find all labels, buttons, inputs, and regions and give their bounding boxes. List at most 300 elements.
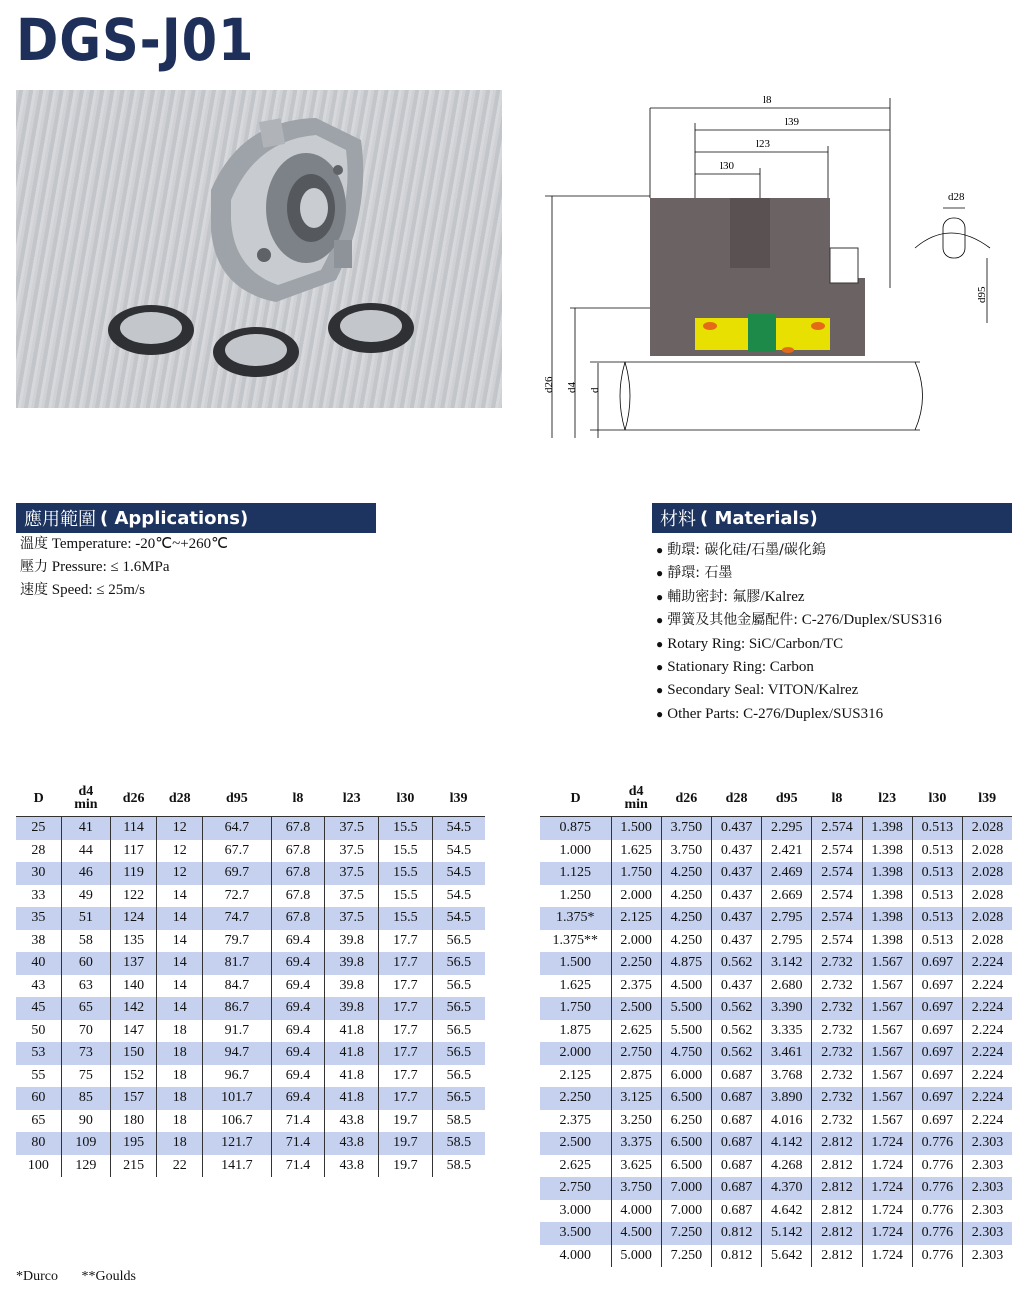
table-cell: 124	[110, 907, 156, 930]
table-cell: 37.5	[325, 907, 379, 930]
table-cell: 0.697	[912, 1042, 962, 1065]
table-row	[16, 1087, 485, 1110]
table-cell: 2.224	[962, 1020, 1012, 1043]
table-cell: 2.732	[812, 1087, 862, 1110]
table-cell: 1.875	[559, 1022, 592, 1038]
table-cell: 2.250	[611, 952, 661, 975]
label-l8: l8	[763, 94, 772, 106]
material-value: C-276/Duplex/SUS316	[797, 612, 942, 629]
table-cell: 69.4	[271, 952, 325, 975]
table-cell: 71.4	[271, 1132, 325, 1155]
column-header	[203, 780, 271, 817]
column-header	[611, 780, 661, 817]
table-cell: 2.732	[812, 1020, 862, 1043]
column-header	[962, 780, 1012, 817]
table-cell: 2.732	[812, 1042, 862, 1065]
table-cell: 0.562	[711, 1042, 761, 1065]
table-cell: 72.7	[203, 885, 271, 908]
table-cell: 0.687	[711, 1155, 761, 1178]
table-cell: 1.724	[862, 1177, 912, 1200]
table-cell: 4.500	[611, 1222, 661, 1245]
application-line	[20, 533, 228, 556]
material-line	[656, 539, 942, 562]
table-cell: 65	[31, 1112, 46, 1128]
table-cell: 39.8	[325, 975, 379, 998]
column-header-label: l39	[449, 790, 468, 806]
table-cell: 2.669	[762, 885, 812, 908]
table-cell: 1.398	[862, 862, 912, 885]
table-cell: 1.500	[611, 817, 661, 840]
table-cell: 147	[110, 1020, 156, 1043]
column-header	[61, 780, 110, 817]
table-cell: 100	[27, 1157, 49, 1173]
table-cell: 2.812	[812, 1155, 862, 1178]
column-header	[711, 780, 761, 817]
table-cell: 0.687	[711, 1087, 761, 1110]
table-cell: 150	[110, 1042, 156, 1065]
table-cell: 122	[110, 885, 156, 908]
column-header-label: d95	[775, 790, 798, 806]
column-header	[912, 780, 962, 817]
column-header-label: l8	[292, 790, 304, 806]
table-cell: 140	[110, 975, 156, 998]
table-cell: 2.028	[962, 817, 1012, 840]
table-cell: 71.4	[271, 1110, 325, 1133]
table-cell: 69.4	[271, 997, 325, 1020]
table-cell: 7.250	[661, 1222, 711, 1245]
table-cell: 4.875	[661, 952, 711, 975]
table-cell: 0.562	[711, 997, 761, 1020]
label-d: d	[589, 387, 601, 393]
materials-title-cn: 材料	[660, 509, 696, 530]
application-label-cn: 速度	[20, 582, 48, 598]
column-header-label: l30	[928, 790, 947, 806]
table-cell: 2.125	[559, 1067, 592, 1083]
table-cell: 17.7	[379, 997, 433, 1020]
table-cell: 54.5	[432, 817, 485, 840]
material-line	[656, 679, 942, 702]
material-label-cn: 彈簧及其他金屬配件:	[667, 612, 798, 629]
table-cell: 2.750	[611, 1042, 661, 1065]
table-cell: 2.732	[812, 975, 862, 998]
column-header-label: l23	[342, 790, 361, 806]
table-cell: 67.8	[271, 817, 325, 840]
table-cell: 84.7	[203, 975, 271, 998]
table-cell: 91.7	[203, 1020, 271, 1043]
table-cell: 3.768	[762, 1065, 812, 1088]
table-cell: 1.398	[862, 817, 912, 840]
table-cell: 2.812	[812, 1200, 862, 1223]
table-row	[16, 885, 485, 908]
table-cell: 1.375**	[552, 932, 599, 948]
applications-header	[16, 503, 376, 533]
table-cell: 7.000	[661, 1200, 711, 1223]
table-cell: 0.776	[912, 1245, 962, 1268]
table-cell: 3.390	[762, 997, 812, 1020]
table-row	[16, 975, 485, 998]
table-cell: 19.7	[379, 1155, 433, 1178]
table-cell: 18	[157, 1110, 203, 1133]
table-cell: 37.5	[325, 885, 379, 908]
table-cell: 69.4	[271, 1020, 325, 1043]
table-cell: 2.732	[812, 1110, 862, 1133]
ring-images	[108, 303, 414, 377]
table-cell: 7.250	[661, 1245, 711, 1268]
table-cell: 50	[31, 1022, 46, 1038]
table-cell: 0.687	[711, 1132, 761, 1155]
table-cell: 2.680	[762, 975, 812, 998]
table-cell: 73	[61, 1042, 110, 1065]
table-cell: 46	[61, 862, 110, 885]
table-cell: 2.625	[559, 1157, 592, 1173]
table-cell: 0.687	[711, 1200, 761, 1223]
bullet-icon: ●	[656, 706, 664, 721]
table-cell: 6.250	[661, 1110, 711, 1133]
table-cell: 1.567	[862, 975, 912, 998]
table-cell: 2.303	[962, 1177, 1012, 1200]
table-cell: 7.000	[661, 1177, 711, 1200]
label-d28: d28	[948, 191, 965, 203]
bullet-icon: ●	[656, 589, 664, 604]
material-label-cn: 靜環: 石墨	[667, 565, 733, 582]
table-cell: 1.567	[862, 1065, 912, 1088]
table-cell: 54.5	[432, 840, 485, 863]
table-cell: 0.697	[912, 1065, 962, 1088]
table-row	[540, 1155, 1012, 1178]
column-header	[812, 780, 862, 817]
table-cell: 17.7	[379, 952, 433, 975]
table-cell: 58	[61, 930, 110, 953]
column-header-label: l8	[831, 790, 843, 806]
table-cell: 2.224	[962, 1087, 1012, 1110]
table-cell: 109	[61, 1132, 110, 1155]
table-row	[16, 930, 485, 953]
table-cell: 4.250	[661, 930, 711, 953]
table-cell: 2.224	[962, 975, 1012, 998]
table-cell: 1.250	[559, 887, 592, 903]
table-cell: 0.697	[912, 975, 962, 998]
table-cell: 2.000	[540, 1042, 611, 1065]
table-row	[540, 907, 1012, 930]
table-cell: 37.5	[325, 840, 379, 863]
material-line	[656, 562, 942, 585]
materials-header	[652, 503, 1012, 533]
table-cell: 2.375	[611, 975, 661, 998]
table-cell: 129	[61, 1155, 110, 1178]
material-line	[656, 586, 942, 609]
table-cell: 56.5	[432, 1065, 485, 1088]
table-cell: 2.574	[812, 862, 862, 885]
table-cell: 17.7	[379, 930, 433, 953]
table-cell: 30	[16, 862, 61, 885]
table-cell: 4.250	[661, 907, 711, 930]
table-cell: 2.875	[611, 1065, 661, 1088]
application-label-cn: 溫度	[20, 536, 48, 552]
table-cell: 14	[157, 930, 203, 953]
table-cell: 0.776	[912, 1222, 962, 1245]
table-row	[16, 1155, 485, 1178]
table-cell: 3.375	[611, 1132, 661, 1155]
table-row	[16, 840, 485, 863]
table-cell: 0.437	[711, 907, 761, 930]
table-cell: 2.224	[962, 997, 1012, 1020]
table-cell: 2.303	[962, 1155, 1012, 1178]
table-cell: 0.776	[912, 1177, 962, 1200]
bullet-icon: ●	[656, 543, 664, 557]
table-cell: 2.421	[762, 840, 812, 863]
bullet-icon: ●	[656, 659, 664, 674]
table-cell: 0.437	[711, 885, 761, 908]
table-cell: 101.7	[203, 1087, 271, 1110]
table-row	[16, 997, 485, 1020]
table-cell: 2.224	[962, 1042, 1012, 1065]
table-cell: 69.4	[271, 1065, 325, 1088]
table-row	[540, 1222, 1012, 1245]
table-cell: 4.000	[559, 1247, 592, 1263]
table-cell: 18	[157, 1132, 203, 1155]
table-cell: 2.224	[962, 1110, 1012, 1133]
table-cell: 4.370	[762, 1177, 812, 1200]
table-cell: 71.4	[271, 1155, 325, 1178]
table-cell: 2.500	[540, 1132, 611, 1155]
table-cell: 2.574	[812, 885, 862, 908]
table-cell: 15.5	[379, 840, 433, 863]
column-header-sublabel: min	[74, 797, 98, 812]
table-cell: 56.5	[432, 1042, 485, 1065]
material-value: /Kalrez	[760, 588, 805, 605]
table-header-row	[16, 780, 485, 817]
table-cell: 69.4	[271, 975, 325, 998]
table-cell: 106.7	[203, 1110, 271, 1133]
table-cell: 67.8	[271, 907, 325, 930]
table-row	[540, 930, 1012, 953]
table-cell: 1.125	[540, 862, 611, 885]
table-cell: 0.697	[912, 1110, 962, 1133]
table-cell: 18	[157, 1042, 203, 1065]
table-cell: 2.574	[812, 907, 862, 930]
table-cell: 1.567	[862, 952, 912, 975]
table-cell: 0.437	[711, 930, 761, 953]
table-cell: 55	[31, 1067, 46, 1083]
table-cell: 14	[157, 907, 203, 930]
table-cell: 15.5	[379, 862, 433, 885]
table-cell: 14	[157, 997, 203, 1020]
table-cell: 54.5	[432, 907, 485, 930]
table-cell: 3.750	[661, 840, 711, 863]
table-cell: 3.000	[559, 1202, 592, 1218]
product-photo	[16, 90, 502, 408]
column-header	[325, 780, 379, 817]
table-cell: 1.375*	[540, 907, 611, 930]
table-cell: 2.224	[962, 952, 1012, 975]
table-cell: 0.437	[711, 840, 761, 863]
table-row	[16, 907, 485, 930]
table-row	[16, 862, 485, 885]
material-line	[656, 609, 942, 632]
table-row	[540, 1020, 1012, 1043]
table-cell: 17.7	[379, 1042, 433, 1065]
table-cell: 49	[61, 885, 110, 908]
table-cell: 25	[16, 817, 61, 840]
label-d26: d26	[543, 376, 555, 393]
table-cell: 2.303	[962, 1245, 1012, 1268]
table-cell: 2.812	[812, 1222, 862, 1245]
table-cell: 0.513	[912, 930, 962, 953]
table-row	[16, 1132, 485, 1155]
column-header-label: l23	[878, 790, 897, 806]
table-row	[540, 975, 1012, 998]
table-cell: 33	[31, 887, 46, 903]
table-cell: 1.750	[611, 862, 661, 885]
table-cell: 0.776	[912, 1155, 962, 1178]
table-cell: 121.7	[203, 1132, 271, 1155]
table-cell: 53	[16, 1042, 61, 1065]
table-cell: 12	[157, 817, 203, 840]
table-cell: 60	[61, 952, 110, 975]
material-value: Stationary Ring: Carbon	[667, 658, 814, 675]
table-row	[16, 952, 485, 975]
table-cell: 2.732	[812, 1065, 862, 1088]
bullet-icon: ●	[656, 566, 664, 581]
table-cell: 2.750	[540, 1177, 611, 1200]
table-cell: 0.562	[711, 952, 761, 975]
table-cell: 195	[110, 1132, 156, 1155]
table-cell: 18	[157, 1020, 203, 1043]
column-header-label: l39	[978, 790, 997, 806]
applications-title-cn: 應用範圍	[24, 509, 96, 530]
table-row	[540, 1065, 1012, 1088]
table-cell: 0.437	[711, 817, 761, 840]
material-label-cn: 動環: 碳化硅/石墨/碳化鎢	[667, 542, 826, 558]
application-label-cn: 壓力	[20, 559, 48, 575]
label-d95: d95	[976, 286, 988, 303]
table-cell: 41.8	[325, 1087, 379, 1110]
table-cell: 142	[110, 997, 156, 1020]
seal-assembly-image	[211, 118, 363, 302]
table-cell: 2.732	[812, 952, 862, 975]
table-cell: 1.750	[540, 997, 611, 1020]
label-l39: l39	[785, 116, 800, 128]
table-cell: 43.8	[325, 1132, 379, 1155]
table-cell: 2.028	[962, 930, 1012, 953]
table-cell: 6.000	[661, 1065, 711, 1088]
table-cell: 0.513	[912, 885, 962, 908]
table-cell: 2.574	[812, 817, 862, 840]
column-header	[661, 780, 711, 817]
table-cell: 3.625	[611, 1155, 661, 1178]
table-cell: 15.5	[379, 817, 433, 840]
table-cell: 94.7	[203, 1042, 271, 1065]
table-cell: 119	[110, 862, 156, 885]
bullet-icon: ●	[656, 636, 664, 651]
table-cell: 56.5	[432, 975, 485, 998]
table-cell: 79.7	[203, 930, 271, 953]
table-cell: 44	[61, 840, 110, 863]
materials-list	[656, 539, 942, 726]
table-cell: 3.750	[611, 1177, 661, 1200]
table-cell: 56.5	[432, 930, 485, 953]
table-cell: 4.750	[661, 1042, 711, 1065]
table-row	[540, 885, 1012, 908]
table-cell: 1.724	[862, 1222, 912, 1245]
table-cell: 1.398	[862, 885, 912, 908]
table-cell: 80	[16, 1132, 61, 1155]
table-cell: 3.335	[762, 1020, 812, 1043]
column-header-label: D	[570, 790, 581, 806]
application-value: Pressure: ≤ 1.6MPa	[48, 559, 170, 575]
table-cell: 5.642	[762, 1245, 812, 1268]
table-row	[540, 1132, 1012, 1155]
table-cell: 2.574	[812, 840, 862, 863]
material-value: Rotary Ring: SiC/Carbon/TC	[667, 635, 844, 652]
table-cell: 114	[110, 817, 156, 840]
table-cell: 65	[61, 997, 110, 1020]
table-cell: 2.469	[762, 862, 812, 885]
table-cell: 135	[110, 930, 156, 953]
table-cell: 69.4	[271, 930, 325, 953]
table-cell: 56.5	[432, 952, 485, 975]
table-cell: 43.8	[325, 1110, 379, 1133]
table-cell: 0.697	[912, 997, 962, 1020]
table-cell: 2.028	[962, 907, 1012, 930]
table-cell: 18	[157, 1087, 203, 1110]
table-cell: 51	[61, 907, 110, 930]
table-cell: 17.7	[379, 1065, 433, 1088]
table-cell: 3.500	[540, 1222, 611, 1245]
table-header-row	[540, 780, 1012, 817]
technical-drawing	[530, 88, 1020, 448]
table-row	[540, 862, 1012, 885]
table-row	[540, 1245, 1012, 1268]
table-cell: 1.398	[862, 930, 912, 953]
table-cell: 2.812	[812, 1245, 862, 1268]
table-row	[540, 1177, 1012, 1200]
table-cell: 1.567	[862, 1020, 912, 1043]
table-cell: 5.142	[762, 1222, 812, 1245]
table-cell: 0.776	[912, 1200, 962, 1223]
table-cell: 75	[61, 1065, 110, 1088]
table-cell: 1.625	[611, 840, 661, 863]
table-row	[540, 1110, 1012, 1133]
table-cell: 0.697	[912, 1020, 962, 1043]
table-cell: 2.303	[962, 1132, 1012, 1155]
table-cell: 3.750	[661, 817, 711, 840]
table-cell: 69.7	[203, 862, 271, 885]
table-cell: 1.398	[862, 840, 912, 863]
table-cell: 2.125	[611, 907, 661, 930]
table-cell: 69.4	[271, 1042, 325, 1065]
application-value: Temperature: -20℃~+260℃	[48, 536, 228, 552]
table-cell: 60	[16, 1087, 61, 1110]
table-cell: 17.7	[379, 975, 433, 998]
table-cell: 3.125	[611, 1087, 661, 1110]
table-cell: 40	[16, 952, 61, 975]
table-cell: 0.697	[912, 952, 962, 975]
column-header	[110, 780, 156, 817]
table-row	[540, 1087, 1012, 1110]
table-cell: 15.5	[379, 907, 433, 930]
table-cell: 1.567	[862, 1042, 912, 1065]
table-cell: 41.8	[325, 1065, 379, 1088]
material-value: Secondary Seal: VITON/Kalrez	[667, 682, 859, 699]
table-cell: 12	[157, 862, 203, 885]
table-cell: 54.5	[432, 862, 485, 885]
column-header	[762, 780, 812, 817]
table-cell: 0.437	[711, 975, 761, 998]
footnote-goulds: **Goulds	[81, 1269, 136, 1284]
table-cell: 86.7	[203, 997, 271, 1020]
column-header	[271, 780, 325, 817]
